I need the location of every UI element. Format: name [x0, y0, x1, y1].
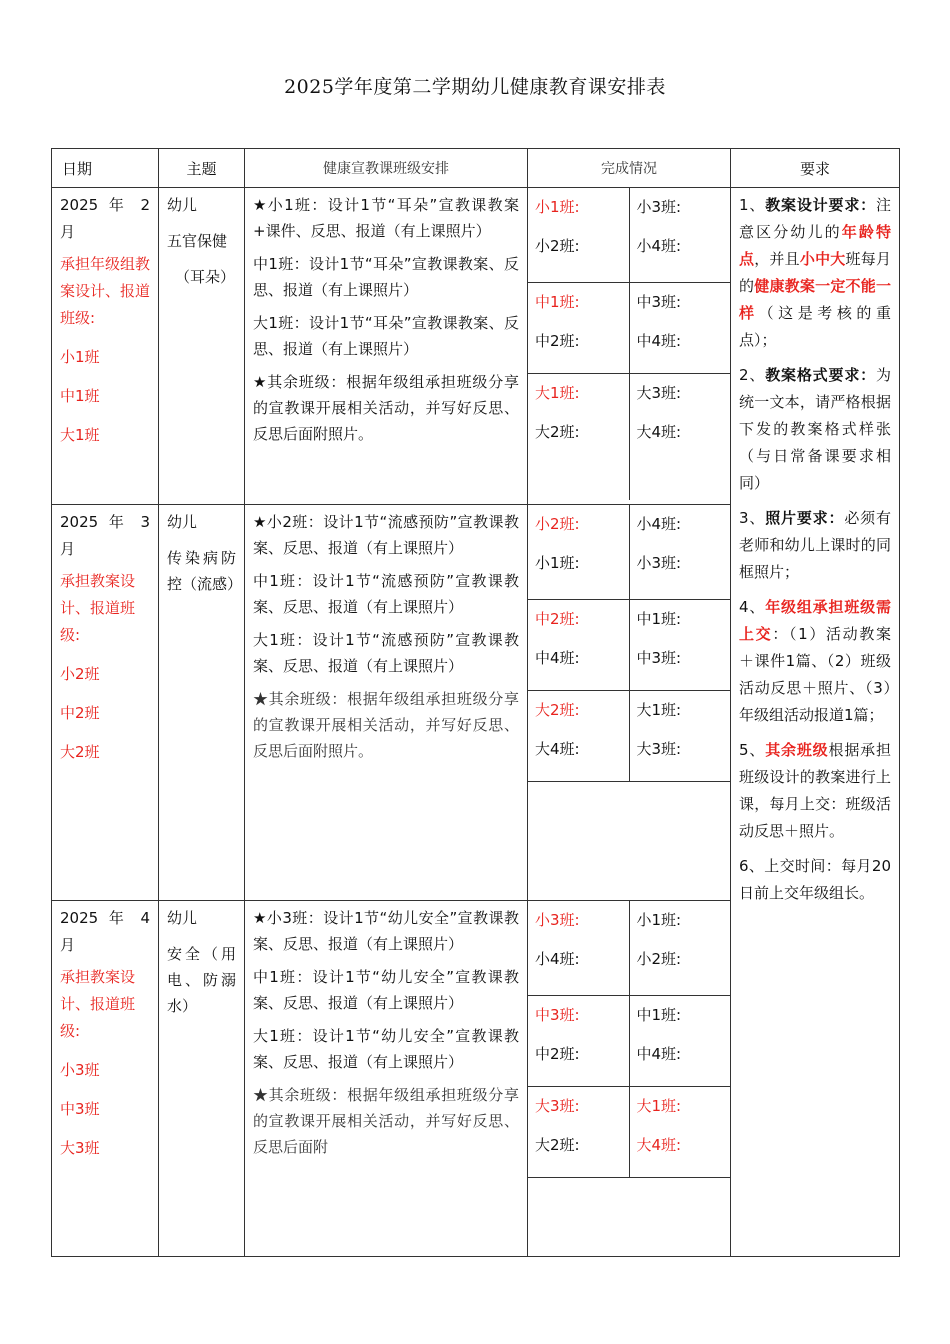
- header-arrangement: 健康宣教课班级安排: [245, 149, 528, 188]
- date-note: 承担教案设计、报道班级:: [60, 572, 136, 644]
- completion-label: 小1班:: [535, 554, 580, 572]
- table-row: [52, 188, 900, 505]
- topic-line: 幼儿: [167, 513, 198, 531]
- completion-box: [528, 283, 629, 374]
- completion-cell: [528, 505, 731, 901]
- completion-box: [528, 1087, 629, 1178]
- completion-box: [528, 901, 629, 996]
- arrangement-item: 中1班：设计1节“幼儿安全”宣教课教案、反思、报道（有上课照片）: [253, 968, 519, 1012]
- topic-line: 幼儿: [167, 196, 198, 214]
- completion-label: 小3班:: [636, 198, 682, 216]
- req-number: 5、: [739, 741, 766, 759]
- req-text: 为统一文本，请严格根据下发的教案格式样张（与日常备课要求相同）: [739, 366, 891, 492]
- completion-label: 中2班:: [535, 332, 580, 350]
- completion-label: 小1班:: [636, 911, 682, 929]
- completion-label: 中1班:: [636, 610, 682, 628]
- topic-line: 幼儿: [167, 909, 198, 927]
- arrangement-cell: [245, 505, 528, 901]
- topic-cell: [159, 505, 245, 901]
- completion-label: 大1班:: [636, 1097, 682, 1115]
- completion-label: 大4班:: [636, 1136, 682, 1154]
- header-topic: 主题: [159, 149, 245, 188]
- header-requirements: 要求: [731, 149, 900, 188]
- assigned-class: 大3班: [60, 1139, 100, 1157]
- completion-grid: [528, 901, 730, 1178]
- completion-label: 中1班:: [535, 293, 580, 311]
- completion-box: [528, 600, 629, 691]
- assigned-class: 中3班: [60, 1100, 100, 1118]
- arrangement-item: 中1班：设计1节“流感预防”宣教课教案、反思、报道（有上课照片）: [253, 572, 519, 616]
- req-number: 4、: [739, 598, 766, 616]
- completion-label: 中4班:: [535, 649, 580, 667]
- completion-label: 中3班:: [636, 649, 682, 667]
- completion-box: [629, 188, 730, 283]
- assigned-class: 大2班: [60, 743, 100, 761]
- requirement-6: 6、上交时间：每月20日前上交年级组长。: [739, 857, 891, 902]
- topic-line: （耳朵）: [175, 268, 236, 286]
- arrangement-item: ★小1班：设计1节“耳朵”宣教课教案+课件、反思、报道（有上课照片）: [253, 196, 519, 240]
- month-label: 2025 年 2 月: [60, 196, 150, 241]
- completion-cell: [528, 901, 731, 1257]
- req-highlight: 年级组承担班级需上交: [739, 598, 891, 643]
- topic-line: 五官保健: [167, 232, 228, 250]
- completion-grid: [528, 505, 730, 782]
- completion-label: 小2班:: [535, 237, 580, 255]
- completion-label: 小2班:: [535, 515, 580, 533]
- req-heading: 照片要求：: [765, 509, 845, 527]
- req-text: 注意区分幼儿的: [739, 196, 891, 241]
- date-note: 承担教案设计、报道班级:: [60, 968, 136, 1040]
- completion-label: 小3班:: [636, 554, 682, 572]
- assigned-class: 小2班: [60, 665, 100, 683]
- completion-box: [528, 996, 629, 1087]
- completion-label: 小4班:: [535, 950, 580, 968]
- req-number: 1、: [739, 196, 766, 214]
- completion-label: 中4班:: [636, 332, 682, 350]
- completion-label: 小4班:: [636, 515, 682, 533]
- completion-label: 大2班:: [535, 701, 580, 719]
- completion-label: 大4班:: [636, 423, 682, 441]
- req-highlight: 其余班级: [765, 741, 829, 759]
- date-cell: [52, 188, 159, 505]
- completion-label: 大4班:: [535, 740, 580, 758]
- completion-label: 中2班:: [535, 1045, 580, 1063]
- req-text: （这是考核的重点）；: [739, 304, 891, 349]
- date-cell: [52, 901, 159, 1257]
- arrangement-item: 大1班：设计1节“耳朵”宣教课教案、反思、报道（有上课照片）: [253, 314, 519, 358]
- req-number: 2、: [739, 366, 766, 384]
- completion-label: 大2班:: [535, 1136, 580, 1154]
- req-text: 班每月的: [739, 250, 891, 295]
- completion-label: 大2班:: [535, 423, 580, 441]
- completion-label: 小4班:: [636, 237, 682, 255]
- arrangement-cell: [245, 901, 528, 1257]
- date-cell: [52, 505, 159, 901]
- completion-box: [629, 1087, 730, 1178]
- page-title: 2025学年度第二学期幼儿健康教育课安排表: [284, 76, 666, 98]
- assigned-class: 小3班: [60, 1061, 100, 1079]
- arrangement-cell: [245, 188, 528, 505]
- req-text: ，并且: [754, 250, 800, 268]
- requirement-4: [739, 594, 891, 729]
- arrangement-item: ★其余班级：根据年级组承担班级分享的宣教课开展相关活动，并写好反思、反思后面附照片。: [253, 373, 519, 443]
- arrangement-item: ★小2班：设计1节“流感预防”宣教课教案、反思、报道（有上课照片）: [253, 513, 519, 557]
- topic-line: 传染病防控（流感）: [167, 549, 243, 593]
- arrangement-item: 大1班：设计1节“流感预防”宣教课教案、反思、报道（有上课照片）: [253, 631, 519, 675]
- completion-grid: [528, 188, 730, 500]
- completion-label: 小1班:: [535, 198, 580, 216]
- req-highlight: 健康教案一定不能一样: [739, 277, 891, 322]
- req-text: 必须有老师和幼儿上课时的同框照片；: [739, 509, 891, 581]
- arrangement-item: 中1班：设计1节“耳朵”宣教课教案、反思、报道（有上课照片）: [253, 255, 519, 299]
- completion-box: [629, 600, 730, 691]
- arrangement-item: ★小3班：设计1节“幼儿安全”宣教课教案、反思、报道（有上课照片）: [253, 909, 519, 953]
- completion-box: [629, 283, 730, 374]
- assigned-class: 中2班: [60, 704, 100, 722]
- topic-cell: [159, 188, 245, 505]
- schedule-table: [51, 148, 900, 1257]
- req-text: ：（1）活动教案＋课件1篇、（2）班级活动反思＋照片、（3）年级组活动报道1篇；: [739, 625, 891, 724]
- month-label: 2025 年 3 月: [60, 513, 150, 558]
- completion-box: [629, 901, 730, 996]
- requirements-cell: [731, 188, 900, 1257]
- req-heading: 教案设计要求：: [765, 196, 876, 214]
- completion-box: [629, 691, 730, 782]
- topic-cell: [159, 901, 245, 1257]
- completion-box: [528, 505, 629, 600]
- completion-box: [528, 374, 629, 501]
- completion-label: 中1班:: [636, 1006, 682, 1024]
- req-highlight: 小中大: [799, 250, 846, 268]
- completion-label: 中2班:: [535, 610, 580, 628]
- completion-label: 中3班:: [636, 293, 682, 311]
- header-row: [52, 149, 900, 188]
- topic-line: 安全（用电、防溺水）: [167, 945, 236, 1015]
- completion-cell: [528, 188, 731, 505]
- completion-box: [528, 188, 629, 283]
- req-number: 3、: [739, 509, 766, 527]
- completion-box: [629, 505, 730, 600]
- completion-label: 中3班:: [535, 1006, 580, 1024]
- date-note: 承担年级组教案设计、报道班级:: [60, 255, 151, 327]
- completion-box: [629, 374, 730, 501]
- completion-label: 小2班:: [636, 950, 682, 968]
- arrangement-item: ★其余班级：根据年级组承担班级分享的宣教课开展相关活动，并写好反思、反思后面附照片。: [253, 690, 519, 760]
- completion-label: 大1班:: [636, 701, 682, 719]
- req-text: 根据承担班级设计的教案进行上课，每月上交：班级活动反思＋照片。: [739, 741, 891, 840]
- header-completion: 完成情况: [528, 149, 731, 188]
- assigned-class: 大1班: [60, 426, 100, 444]
- month-label: 2025 年 4 月: [60, 909, 150, 954]
- req-heading: 教案格式要求：: [765, 366, 876, 384]
- completion-label: 大3班:: [636, 384, 682, 402]
- completion-label: 大3班:: [535, 1097, 580, 1115]
- requirement-3: [739, 505, 891, 586]
- assigned-class: 中1班: [60, 387, 100, 405]
- arrangement-item: 大1班：设计1节“幼儿安全”宣教课教案、反思、报道（有上课照片）: [253, 1027, 519, 1071]
- requirement-2: [739, 362, 891, 497]
- completion-box: [629, 996, 730, 1087]
- requirement-1: [739, 192, 891, 354]
- completion-label: 中4班:: [636, 1045, 682, 1063]
- header-date: 日期: [52, 149, 159, 188]
- completion-box: [528, 691, 629, 782]
- assigned-class: 小1班: [60, 348, 100, 366]
- completion-label: 大1班:: [535, 384, 580, 402]
- completion-label: 大3班:: [636, 740, 682, 758]
- arrangement-item: ★其余班级：根据年级组承担班级分享的宣教课开展相关活动，并写好反思、反思后面附: [253, 1086, 519, 1156]
- req-highlight: 年龄特点: [739, 223, 891, 268]
- completion-label: 小3班:: [535, 911, 580, 929]
- requirement-5: [739, 737, 891, 845]
